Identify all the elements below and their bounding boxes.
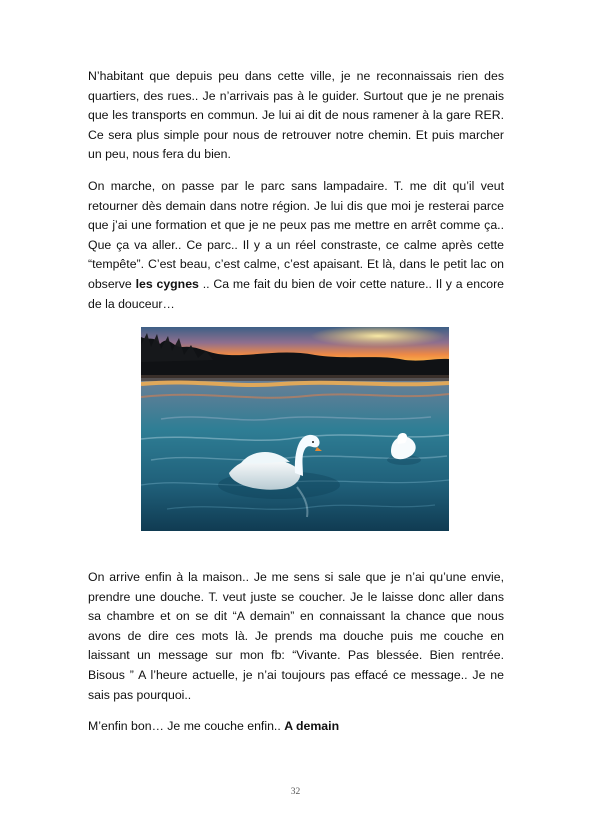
- paragraph-park: [88, 177, 504, 314]
- paragraph-ending: [88, 717, 504, 737]
- paragraph-park-text-end: .. Ca me fait du bien de voir cette nature.. Il y a encore de la douceur…: [88, 276, 505, 311]
- paragraph-intro: [88, 67, 504, 165]
- paragraph-intro-text: N’habitant que depuis peu dans cette ville, je ne reconnaissais rien des quartiers, des rues.. Je n’arrivais pas à le guider. Surtout que je ne prenais que les transports en commun. Je lui ai dit de nous ramener à la gare RER. Ce sera plus simple pour nous de retrouver notre chemin. Et puis marcher un peu, nous fera du bien.: [88, 69, 504, 162]
- swans-lake-illustration: [141, 327, 449, 531]
- a-demain-emphasis: A demain: [284, 719, 340, 733]
- swans-lake-photo: [141, 327, 449, 531]
- paragraph-home: [88, 568, 504, 705]
- paragraph-ending-text: M’enfin bon… Je me couche enfin..: [88, 719, 285, 733]
- paragraph-home-text: On arrive enfin à la maison.. Je me sens si sale que je n’ai qu’une envie, prendre une douche. T. veut juste se coucher. Je le laisse donc aller dans sa chambre et on se dit “A demain” en connaissant la chance que nous avons de dire ces mots là. Je prends ma douche puis me couche en laissant un message sur mon fb: “Vivante. Pas blessée. Bien rentrée. Bisous ” A l’heure actuelle, je n’ai toujours pas effacé ce message.. Je ne sais pas pourquoi..: [88, 570, 504, 702]
- page-number: 32: [290, 787, 301, 797]
- swans-emphasis: les cygnes: [135, 276, 199, 291]
- paragraph-park-text-start: On marche, on passe par le parc sans lampadaire. T. me dit qu’il veut retourner dès demain dans notre région. Je lui dis que moi je resterai parce que j’ai une formation et que je ne peux pas me mettre en arrêt comme ça.. Que ça va aller.. Ce parc.. Il y a un réel constraste, ce calme après cette “tempête”. C’est beau, c’est calme, c’est apaisant. Et là, dans le petit lac on observe: [88, 179, 504, 291]
